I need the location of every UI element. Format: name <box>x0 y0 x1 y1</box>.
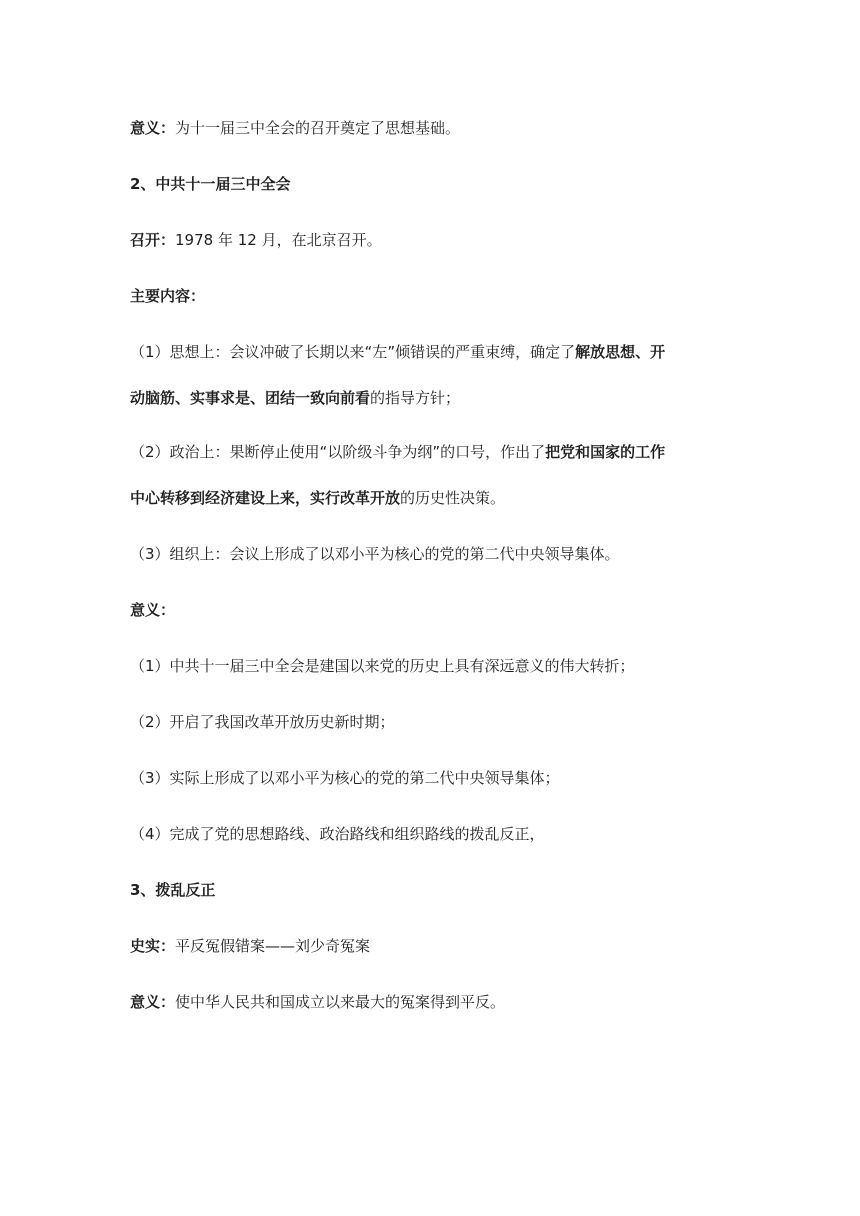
content-item-1-text-b: 的指导方针； <box>370 389 461 407</box>
meaning-label: 意义： <box>130 119 176 137</box>
content-item-2-line-1 <box>130 442 740 462</box>
meaning-label-2: 意义： <box>130 601 176 619</box>
main-content-label: 主要内容： <box>130 287 206 305</box>
historical-fact-paragraph <box>130 936 740 956</box>
meaning-label-3: 意义： <box>130 993 176 1011</box>
convening-label: 召开： <box>130 231 176 249</box>
content-item-1-bold-b: 动脑筋、实事求是、团结一致向前看 <box>130 389 371 407</box>
content-item-1-text-a: （1）思想上：会议冲破了长期以来“左”倾错误的严重束缚，确定了 <box>130 343 576 361</box>
historical-fact-text: 平反冤假错案——刘少奇冤案 <box>175 937 371 955</box>
content-item-2-bold-a: 把党和国家的工作 <box>545 443 666 461</box>
significance-item-1: （1）中共十一届三中全会是建国以来党的历史上具有深远意义的伟大转折； <box>130 657 635 675</box>
content-item-1-bold-a: 解放思想、开 <box>575 343 666 361</box>
content-item-2-text-b: 的历史性决策。 <box>400 489 506 507</box>
content-item-2-line-2 <box>130 488 740 508</box>
content-item-2-text-a: （2）政治上：果断停止使用“以阶级斗争为纲”的口号，作出了 <box>130 443 546 461</box>
meaning-paragraph-3 <box>130 992 740 1012</box>
content-item-3: （3）组织上：会议上形成了以邓小平为核心的党的第二代中央领导集体。 <box>130 545 620 563</box>
content-item-1-line-1 <box>130 342 740 362</box>
meaning-text-3: 使中华人民共和国成立以来最大的冤案得到平反。 <box>175 993 506 1011</box>
meaning-text: 为十一届三中全会的召开奠定了思想基础。 <box>175 119 461 137</box>
significance-item-4: （4）完成了党的思想路线、政治路线和组织路线的拨乱反正， <box>130 825 545 843</box>
convening-paragraph <box>130 230 740 250</box>
meaning-paragraph-1 <box>130 118 740 138</box>
section-heading-2: 2、中共十一届三中全会 <box>130 175 291 193</box>
section-heading-3: 3、拨乱反正 <box>130 881 216 899</box>
content-item-2-bold-b: 中心转移到经济建设上来，实行改革开放 <box>130 489 401 507</box>
content-item-1-line-2 <box>130 388 740 408</box>
historical-fact-label: 史实： <box>130 937 176 955</box>
significance-item-2: （2）开启了我国改革开放历史新时期； <box>130 713 395 731</box>
convening-text: 1978 年 12 月，在北京召开。 <box>175 231 382 249</box>
significance-item-3: （3）实际上形成了以邓小平为核心的党的第二代中央领导集体； <box>130 769 560 787</box>
